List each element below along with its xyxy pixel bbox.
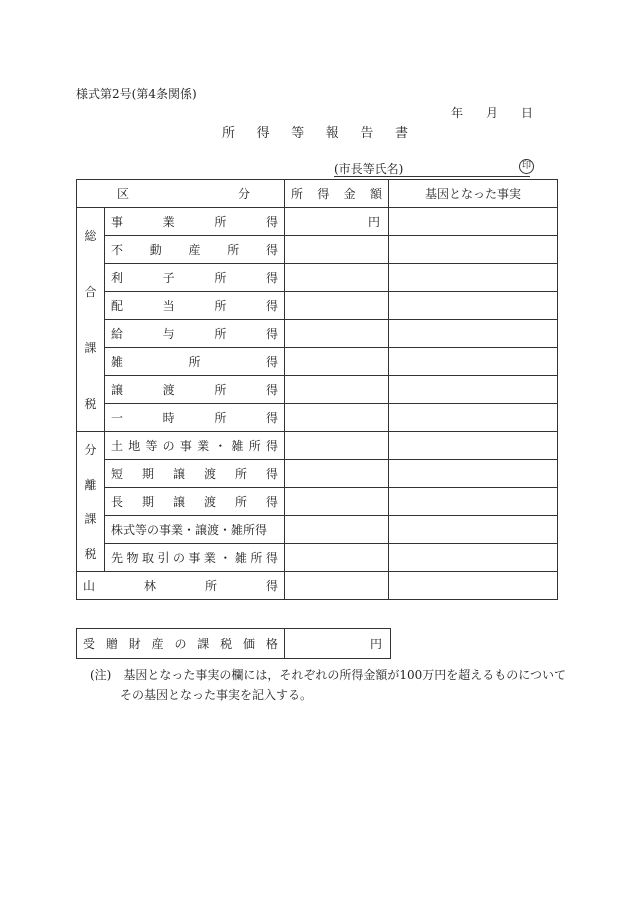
income-label xyxy=(105,516,285,544)
header-kubun xyxy=(77,180,285,208)
income-label xyxy=(105,264,285,292)
char: 雑 xyxy=(231,439,244,453)
gift-amount-cell[interactable]: 円 xyxy=(285,629,391,659)
table-row xyxy=(77,208,558,236)
char: 渡 xyxy=(162,383,175,397)
char: 取 xyxy=(141,551,154,565)
officer-label: (市長等氏名) xyxy=(334,162,404,176)
char: 期 xyxy=(141,495,154,509)
char: 贈 xyxy=(105,637,118,651)
amount-cell[interactable] xyxy=(285,348,389,376)
char: 所 xyxy=(250,551,263,565)
char: 課 xyxy=(197,637,210,651)
reason-cell[interactable] xyxy=(389,376,558,404)
amount-cell[interactable] xyxy=(285,460,389,488)
char: 金 xyxy=(343,187,356,201)
char: 得 xyxy=(265,355,278,369)
char: ・ xyxy=(219,551,232,565)
header-reason: 基因となった事実 xyxy=(389,180,558,208)
gift-table xyxy=(76,628,391,659)
char: 期 xyxy=(141,467,154,481)
seal-mark: 印 xyxy=(519,159,534,174)
date-line xyxy=(451,104,533,121)
spread-text xyxy=(105,297,284,314)
date-month: 月 xyxy=(485,106,498,120)
group-char: 課 xyxy=(84,340,97,355)
note xyxy=(90,665,570,705)
char: 業 xyxy=(203,551,216,565)
char: 不 xyxy=(111,243,124,257)
table-row xyxy=(77,236,558,264)
reason-cell[interactable] xyxy=(389,516,558,544)
date-day: 日 xyxy=(520,106,533,120)
title-char: 報 xyxy=(325,126,339,141)
char: 得 xyxy=(317,187,330,201)
char: 得 xyxy=(265,495,278,509)
note-line-1: (注) 基因となった事実の欄には，それぞれの所得金額が100万円を超えるものについて xyxy=(90,668,567,682)
char: 得 xyxy=(265,411,278,425)
table-row xyxy=(77,488,558,516)
title-char: 得 xyxy=(256,126,270,141)
char: 所 xyxy=(214,299,227,313)
char: 山 xyxy=(83,579,96,593)
amount-cell[interactable] xyxy=(285,292,389,320)
reason-cell[interactable] xyxy=(389,348,558,376)
income-label xyxy=(105,236,285,264)
group-char: 離 xyxy=(84,477,97,492)
char: 所 xyxy=(248,439,261,453)
char: 渡 xyxy=(203,467,216,481)
table-row xyxy=(77,572,558,600)
group-char: 総 xyxy=(84,229,97,244)
char: 所 xyxy=(291,187,304,201)
reason-cell[interactable] xyxy=(389,432,558,460)
char: 与 xyxy=(162,327,175,341)
amount-cell[interactable] xyxy=(285,404,389,432)
date-year: 年 xyxy=(451,106,464,120)
spread-text xyxy=(77,577,284,594)
spread-text xyxy=(105,381,284,398)
table-row xyxy=(77,544,558,572)
amount-cell[interactable] xyxy=(285,572,389,600)
char: 渡 xyxy=(203,495,216,509)
amount-cell[interactable] xyxy=(285,320,389,348)
spread-text xyxy=(285,185,388,202)
char: 譲 xyxy=(111,383,124,397)
char: 産 xyxy=(151,637,164,651)
spread-text xyxy=(105,325,284,342)
char: 価 xyxy=(243,637,256,651)
title-char: 所 xyxy=(222,126,236,141)
char: 先 xyxy=(111,551,124,565)
table-row xyxy=(77,264,558,292)
char: 利 xyxy=(111,271,124,285)
char: 区 xyxy=(117,187,130,201)
char: 得 xyxy=(265,383,278,397)
group1-body xyxy=(77,208,558,432)
group-char: 税 xyxy=(84,396,97,411)
char: 所 xyxy=(227,243,240,257)
char: 得 xyxy=(265,243,278,257)
group-char: 課 xyxy=(84,512,97,527)
amount-cell[interactable] xyxy=(285,236,389,264)
group-label xyxy=(77,432,105,572)
char: 雑 xyxy=(111,355,124,369)
char: 事 xyxy=(188,551,201,565)
amount-cell[interactable] xyxy=(285,432,389,460)
group2-body xyxy=(77,432,558,572)
income-label xyxy=(105,376,285,404)
reason-cell[interactable] xyxy=(389,488,558,516)
income-label xyxy=(105,488,285,516)
spread-text xyxy=(105,437,284,454)
char: 所 xyxy=(214,411,227,425)
char: の xyxy=(172,551,185,565)
spread-text xyxy=(105,213,284,230)
char: 所 xyxy=(214,327,227,341)
group-char: 合 xyxy=(84,285,97,300)
header-row xyxy=(77,180,558,208)
spread-text xyxy=(105,493,284,510)
char: 引 xyxy=(157,551,170,565)
char: 物 xyxy=(126,551,139,565)
spread-text xyxy=(105,353,284,370)
char: 所 xyxy=(188,355,201,369)
char: 得 xyxy=(265,439,278,453)
char: の xyxy=(174,637,187,651)
income-label xyxy=(105,432,285,460)
spread-text xyxy=(105,241,284,258)
amount-cell[interactable]: 円 xyxy=(285,208,389,236)
group-char: 税 xyxy=(84,547,97,562)
spread-text xyxy=(105,521,284,538)
title-char: 書 xyxy=(394,126,408,141)
char: 業 xyxy=(197,439,210,453)
income-label xyxy=(105,348,285,376)
form-number: 様式第2号(第4条関係) xyxy=(76,87,197,101)
spread-text xyxy=(105,465,284,482)
reason-cell[interactable] xyxy=(389,544,558,572)
char: 等 xyxy=(145,439,158,453)
char: 給 xyxy=(111,327,124,341)
amount-cell[interactable] xyxy=(285,264,389,292)
char: 得 xyxy=(265,551,278,565)
group-label xyxy=(77,208,105,432)
table-row xyxy=(77,348,558,376)
reason-cell[interactable] xyxy=(389,572,558,600)
spread-text xyxy=(77,185,284,202)
spread-text xyxy=(105,409,284,426)
char: 譲 xyxy=(172,467,185,481)
char: 得 xyxy=(265,271,278,285)
char: 株式等の事業・譲渡・雑所得 xyxy=(111,523,268,537)
income-label xyxy=(105,404,285,432)
char: 業 xyxy=(162,215,175,229)
char: 短 xyxy=(111,467,124,481)
table-row xyxy=(77,629,391,659)
reason-cell[interactable] xyxy=(389,404,558,432)
char: 所 xyxy=(234,467,247,481)
char: 事 xyxy=(111,215,124,229)
amount-cell[interactable] xyxy=(285,544,389,572)
reason-cell[interactable] xyxy=(389,264,558,292)
table-row xyxy=(77,404,558,432)
char: 格 xyxy=(265,637,278,651)
char: 地 xyxy=(128,439,141,453)
reason-cell[interactable] xyxy=(389,292,558,320)
table-row xyxy=(77,516,558,544)
reason-cell[interactable] xyxy=(389,460,558,488)
char: 事 xyxy=(179,439,192,453)
char: ・ xyxy=(214,439,227,453)
header-amount xyxy=(285,180,389,208)
char: 譲 xyxy=(172,495,185,509)
table-row xyxy=(77,432,558,460)
char: 得 xyxy=(265,467,278,481)
char: 所 xyxy=(204,579,217,593)
income-table xyxy=(76,179,558,600)
char: 税 xyxy=(220,637,233,651)
title-char: 告 xyxy=(360,126,374,141)
income-label xyxy=(105,208,285,236)
char: の xyxy=(162,439,175,453)
table-row xyxy=(77,376,558,404)
table-row xyxy=(77,460,558,488)
char: 一 xyxy=(111,411,124,425)
officer-name-line[interactable] xyxy=(334,160,530,177)
char: 所 xyxy=(214,383,227,397)
amount-cell[interactable] xyxy=(285,516,389,544)
table-row xyxy=(77,292,558,320)
reason-cell[interactable] xyxy=(389,236,558,264)
income-label xyxy=(105,460,285,488)
reason-cell[interactable] xyxy=(389,320,558,348)
amount-cell[interactable] xyxy=(285,376,389,404)
char: 林 xyxy=(143,579,156,593)
sanrin-label xyxy=(77,572,285,600)
gift-label xyxy=(77,629,285,659)
char: 長 xyxy=(111,495,124,509)
char: 土 xyxy=(111,439,124,453)
char: 分 xyxy=(237,187,250,201)
note-line-2: その基因となった事実を記入する。 xyxy=(120,688,313,702)
char: 当 xyxy=(162,299,175,313)
char: 所 xyxy=(214,271,227,285)
spread-text xyxy=(77,635,284,652)
char: 得 xyxy=(265,299,278,313)
char: 得 xyxy=(265,215,278,229)
char: 雑 xyxy=(234,551,247,565)
char: 所 xyxy=(234,495,247,509)
char: 額 xyxy=(369,187,382,201)
char: 動 xyxy=(149,243,162,257)
income-label xyxy=(105,544,285,572)
char: 受 xyxy=(83,637,96,651)
table-row xyxy=(77,320,558,348)
char: 財 xyxy=(128,637,141,651)
char: 所 xyxy=(214,215,227,229)
spread-text xyxy=(105,549,284,566)
title-char: 等 xyxy=(291,126,305,141)
char: 産 xyxy=(188,243,201,257)
char: 子 xyxy=(162,271,175,285)
char: 得 xyxy=(265,327,278,341)
reason-cell[interactable] xyxy=(389,208,558,236)
income-label xyxy=(105,292,285,320)
group-char: 分 xyxy=(84,442,97,457)
amount-cell[interactable] xyxy=(285,488,389,516)
char: 得 xyxy=(265,579,278,593)
spread-text xyxy=(105,269,284,286)
char: 時 xyxy=(162,411,175,425)
char: 配 xyxy=(111,299,124,313)
document-title xyxy=(222,122,408,141)
income-label xyxy=(105,320,285,348)
